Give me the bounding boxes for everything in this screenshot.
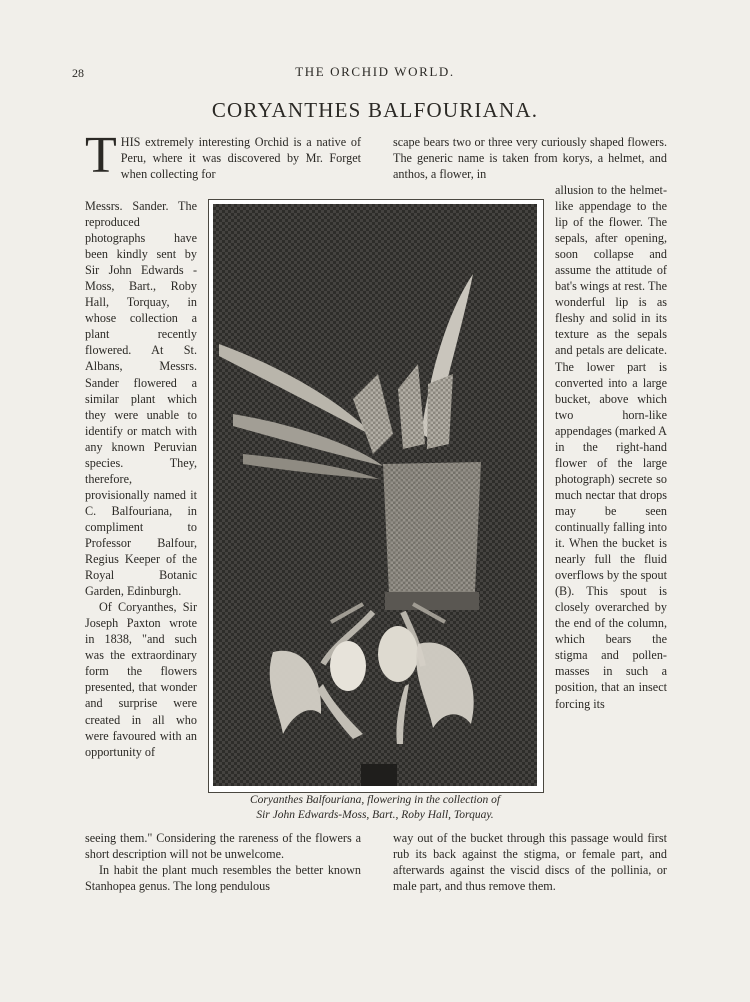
running-head: THE ORCHID WORLD. [295, 64, 455, 79]
left-narrow-column [85, 198, 197, 760]
figure-caption [205, 793, 545, 823]
right-narrow-para: allusion to the helmet-like appendage to the lip of the flower. The sepals, after opening, soon collapse and assume the attitude of bat's wings at rest. The wonderful lip is as fleshy and solid in its texture as the sepals and petals are delicate. The lower part is converted into a large bucket, above which two horn-like appendages (marked A in the right-hand flower of the large photograph) secrete so much nectar that drops may be seen continually falling into it. When the bucket is nearly full the fluid overflows by the spout (B). This spout is closely overarched by the end of the column, which bears the stigma and pollen-masses in such a position, that an insect forcing its [555, 183, 667, 711]
caption-line-2: Sir John Edwards-Moss, Bart., Roby Hall, Torquay. [256, 809, 494, 821]
orchid-photograph [213, 204, 537, 786]
intro-text: HIS extremely interesting Orchid is a native of Peru, where it was discovered by Mr. Forget when collecting for [120, 135, 361, 182]
intro-paragraph [85, 127, 361, 184]
caption-line-1: Coryanthes Balfouriana, flowering in the collection of [249, 794, 501, 806]
left-bottom-para-2: In habit the plant much resembles the better known Stanhopea genus. The long pendulous [85, 863, 361, 894]
left-narrow-para-1: Messrs. Sander. The reproduced photographs have been kindly sent by Sir John Edwards - Moss, Bart., Roby Hall, Torquay, in whose collection a plant recently flowered. At St. Albans, Messrs. Sander flowered a similar plant which they were unable to identify or match with any known Peruvian species. They, therefore, provisionally named it C. Balfouriana, in compliment to Professor Balfour, Regius Keeper of the Royal Botanic Garden, Edinburgh. [85, 199, 197, 599]
right-bottom-text [393, 830, 667, 894]
right-top-text [393, 134, 667, 182]
left-narrow-para-2: Of Coryanthes, Sir Joseph Paxton wrote in 1838, "and such was the extraordinary form the flowers presented, that wonder and surprise were created in all who were favoured with an opportunity of [85, 600, 197, 759]
page-number: 28 [72, 66, 84, 80]
article-title: CORYANTHES BALFOURIANA. [211, 98, 539, 122]
right-narrow-column [555, 182, 667, 712]
drop-cap: T [85, 127, 117, 184]
right-bottom-para: way out of the bucket through this passage would first rub its back against the stigma, or female part, and afterwards against the viscid discs of the pollinia, or male part, and thus remove them. [393, 831, 667, 894]
left-bottom-para-1: seeing them." Considering the rareness of the flowers a short description will not be unwelcome. [85, 831, 361, 862]
right-top-para: scape bears two or three very curiously shaped flowers. The generic name is taken from korys, a helmet, and anthos, a flower, in [393, 135, 667, 182]
left-bottom-text [85, 830, 361, 894]
